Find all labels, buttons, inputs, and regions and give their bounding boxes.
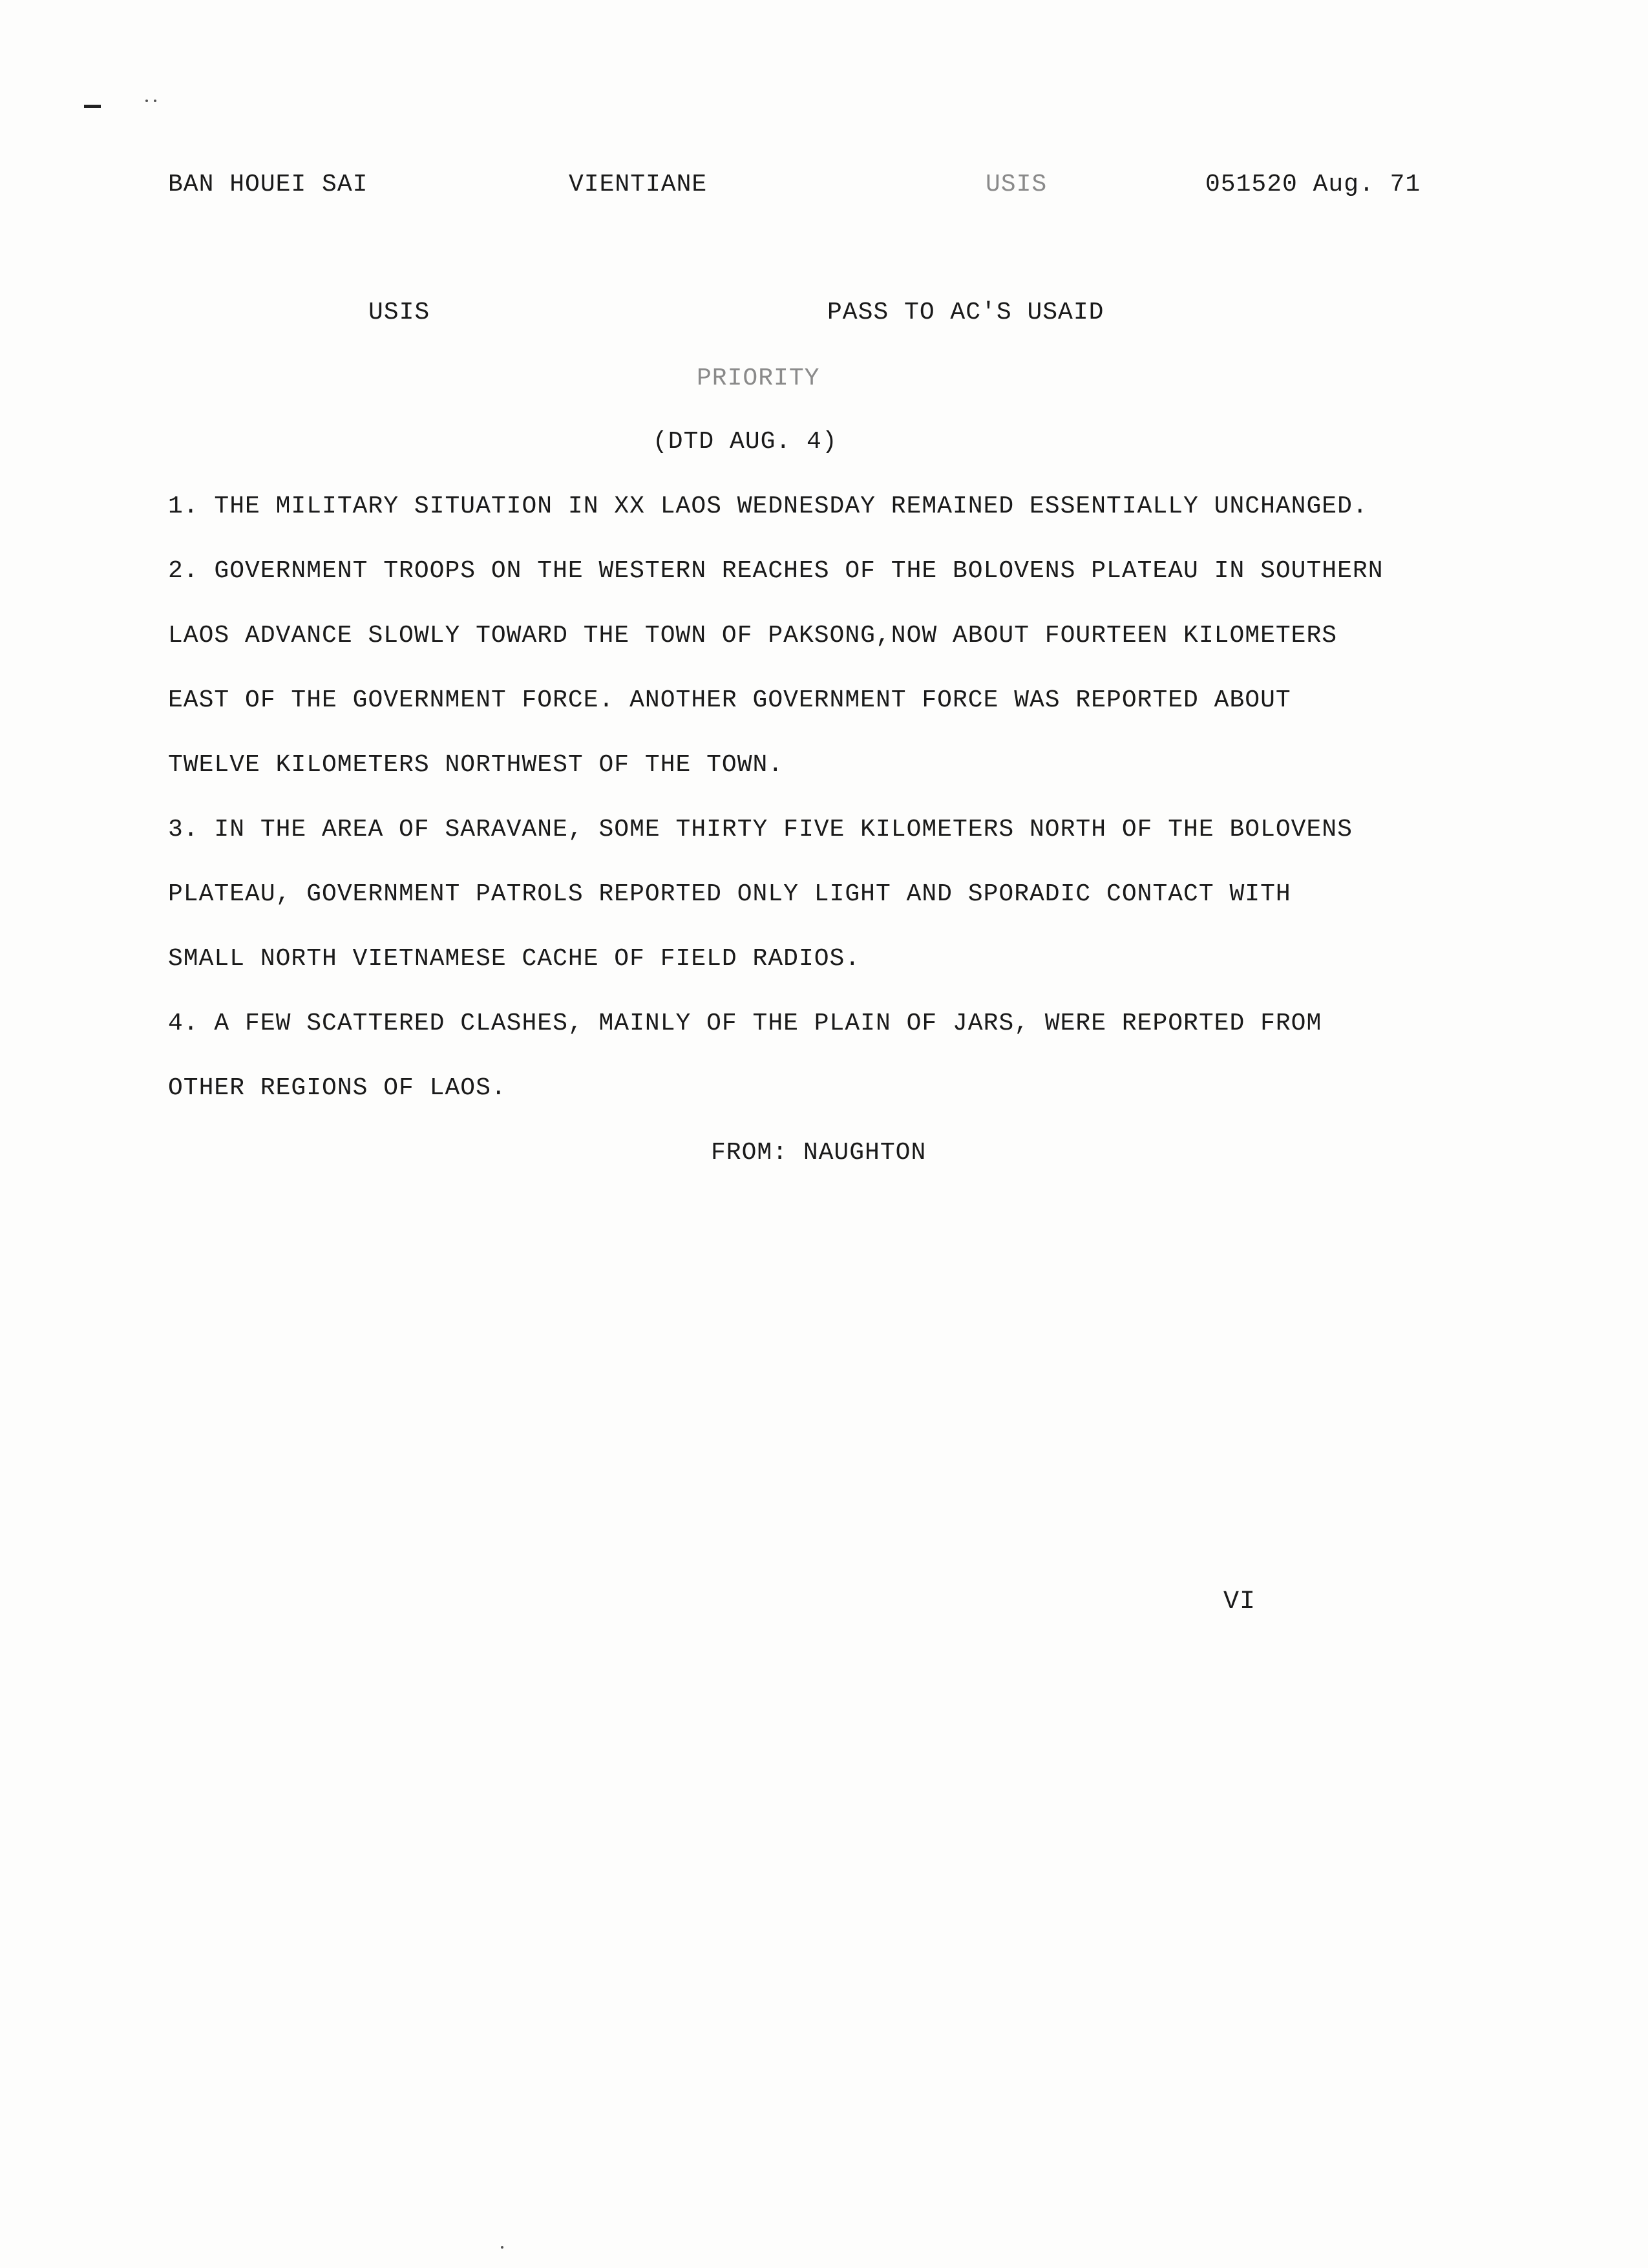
body-line: PLATEAU, GOVERNMENT PATROLS REPORTED ONLY LIGHT AND SPORADIC CONTACT WITH — [168, 880, 1291, 908]
routing-dated: (DTD AUG. 4) — [653, 428, 838, 456]
header-agency: USIS — [986, 171, 1048, 198]
body-line: SMALL NORTH VIETNAMESE CACHE OF FIELD RADIOS. — [168, 945, 861, 973]
stray-mark — [84, 105, 101, 108]
stray-dot — [501, 2246, 503, 2249]
body-line: LAOS ADVANCE SLOWLY TOWARD THE TOWN OF PAKSONG,NOW ABOUT FOURTEEN KILOMETERS — [168, 622, 1338, 650]
body-line: 2. GOVERNMENT TROOPS ON THE WESTERN REACHES OF THE BOLOVENS PLATEAU IN SOUTHERN — [168, 557, 1384, 585]
stray-dot — [145, 100, 148, 102]
routing-precedence: PRIORITY — [697, 365, 820, 392]
signature: FROM: NAUGHTON — [711, 1139, 927, 1167]
footer-mark: VI — [1223, 1587, 1256, 1616]
body-line: TWELVE KILOMETERS NORTHWEST OF THE TOWN. — [168, 751, 784, 779]
body-line: 3. IN THE AREA OF SARAVANE, SOME THIRTY FIVE KILOMETERS NORTH OF THE BOLOVENS — [168, 816, 1353, 843]
body-line: 1. THE MILITARY SITUATION IN XX LAOS WEDNESDAY REMAINED ESSENTIALLY UNCHANGED. — [168, 493, 1368, 520]
body-line: 4. A FEW SCATTERED CLASHES, MAINLY OF THE PLAIN OF JARS, WERE REPORTED FROM — [168, 1010, 1322, 1037]
header-from-station: BAN HOUEI SAI — [168, 171, 368, 198]
routing-pass-to: PASS TO AC'S USAID — [827, 299, 1104, 326]
body-line: EAST OF THE GOVERNMENT FORCE. ANOTHER GOVERNMENT FORCE WAS REPORTED ABOUT — [168, 686, 1291, 714]
routing-addressee: USIS — [368, 299, 430, 326]
body-line: OTHER REGIONS OF LAOS. — [168, 1074, 507, 1102]
header-to-station: VIENTIANE — [569, 171, 708, 198]
header-dtg: 051520 Aug. 71 — [1205, 171, 1421, 198]
stray-dot — [154, 100, 156, 102]
